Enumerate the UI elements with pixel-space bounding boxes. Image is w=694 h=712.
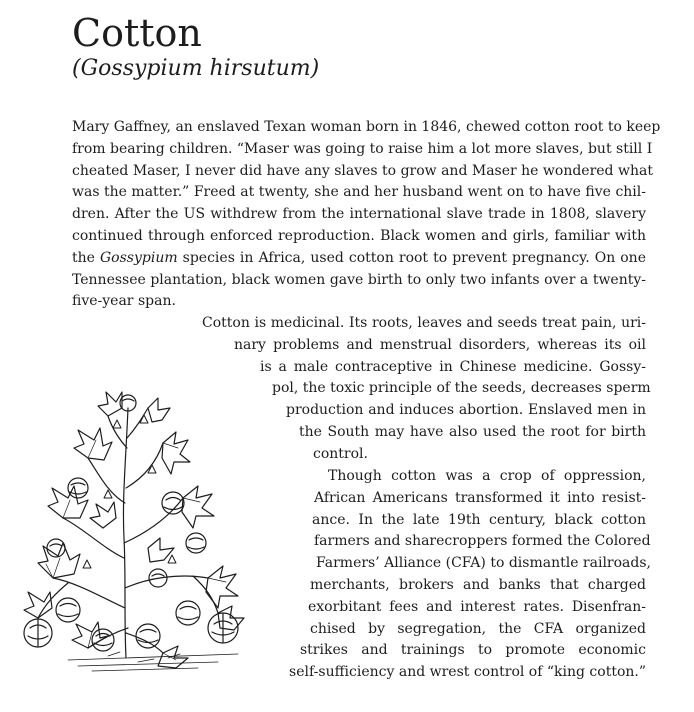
paragraph-resistance (280, 466, 651, 684)
text-line: is a male contraceptive in Chinese medicine. Gossy- (260, 358, 646, 375)
text-line: the South may have also used the root for birth (299, 423, 646, 440)
text-line: strikes and trainings to promote economic (300, 642, 646, 659)
text-line: pol, the toxic principle of the seeds, decreases sperm (272, 380, 651, 397)
text-line: Tennessee plantation, black women gave birth to only two infants over a twenty- (72, 271, 646, 288)
ground-hatching (68, 652, 238, 671)
leaf-veins (46, 440, 226, 660)
page-title: Cotton (72, 11, 202, 55)
text-line: farmers and sharecroppers formed the Colored (314, 533, 651, 550)
genus-name: Gossypium (99, 249, 178, 266)
stems (38, 408, 218, 658)
text-line (72, 248, 646, 270)
flower-buds (83, 415, 176, 568)
text-line: ance. In the late 19th century, black cotton (312, 511, 646, 528)
text-line: continued through enforced reproduction. Black women and girls, familiar with (72, 227, 646, 244)
text-line: five-year span. (72, 293, 176, 310)
text-line: control. (313, 445, 368, 462)
text-line: Mary Gaffney, an enslaved Texan woman born in 1846, chewed cotton root to keep (72, 119, 661, 135)
text-line: nary problems and menstrual disorders, whereas its oil (234, 336, 646, 353)
text-line: Though cotton was a crop of oppression, (328, 468, 646, 484)
text-line: Farmers’ Alliance (CFA) to dismantle railroads, (316, 555, 651, 572)
cotton-plant-illustration (8, 378, 268, 678)
text-line: African Americans transformed it into resist- (314, 489, 646, 506)
text-line: dren. After the US withdrew from the international slave trade in 1808, slavery (72, 206, 646, 223)
text-line: cheated Maser, I never did have any slaves to grow and Maser he wondered what (72, 162, 653, 179)
text-line: merchants, brokers and banks that charged (310, 576, 646, 593)
text-line: Cotton is medicinal. Its roots, leaves and seeds treat pain, uri- (202, 315, 646, 331)
text-line: exorbitant fees and interest rates. Disenfran- (308, 598, 646, 615)
text-line: was the matter.” Freed at twenty, she and her husband went on to have five chil- (72, 184, 646, 201)
text-line: from bearing children. “Maser was going to raise him a lot more slaves, but still I (72, 140, 653, 157)
scientific-name: (Gossypium hirsutum) (72, 56, 320, 81)
text-line: chised by segregation, the CFA organized (310, 620, 646, 637)
leaves (24, 392, 244, 668)
text-line: self-sufficiency and wrest control of “king cotton.” (289, 664, 646, 681)
text-run: the (72, 249, 100, 266)
text-run: species in Africa, used cotton root to prevent pregnancy. On one (177, 249, 646, 266)
paragraph-intro (72, 117, 661, 313)
text-line: production and induces abortion. Enslaved men in (286, 402, 646, 419)
